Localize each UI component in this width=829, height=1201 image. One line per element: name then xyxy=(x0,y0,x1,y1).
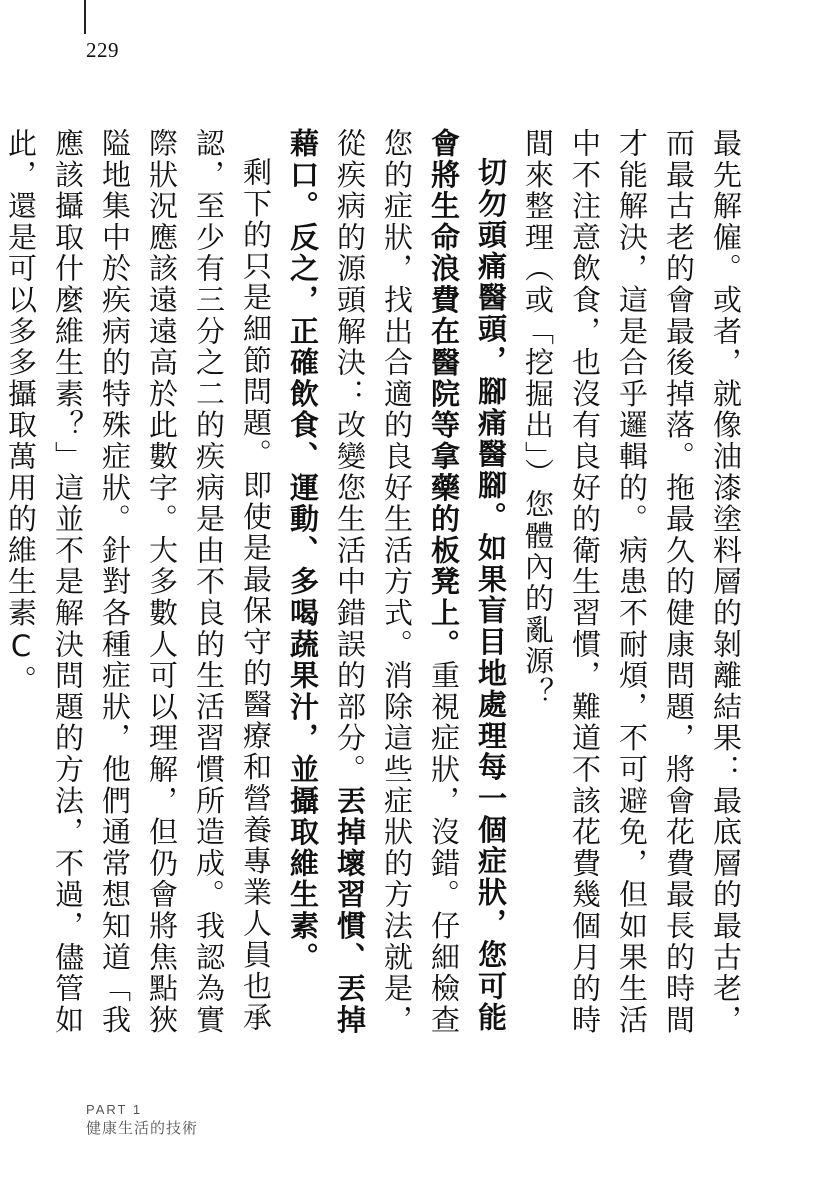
page-footer xyxy=(86,1102,198,1138)
paragraph-1-text: 最先解僱。或者，就像油漆塗料層的剝離結果：最底層的最古老，而最古老的會最後掉落。拖最久的健康問題，將會花費最長的時間才能解決，這是合乎邏輯的。病患不耐煩，不可避免，但如果生活中不注意飲食，也沒有良好的衛生習慣，難道不該花費幾個月的時間來整理（或「挖掘出」）您體內的亂源？ xyxy=(521,128,743,1036)
paragraph-2-bold-lead: 切勿頭痛醫頭，腳痛醫腳。如果盲目地處理每一個症狀，您可能會將生命浪費在醫院等拿藥的板凳上。 xyxy=(427,128,508,1034)
paragraph-1 xyxy=(514,128,749,1048)
body-text xyxy=(4,128,749,1048)
paragraph-2-text: 重視症狀，沒錯。仔細檢查您的症狀，找出合適的良好生活方式。消除這些症狀的方法就是，從疾病的源頭解決：改變您生活中錯誤的部分。 xyxy=(333,128,461,1036)
paragraph-2-bold-tail: 丟掉壞習慣、丟掉藉口。反之，正確飲食、運動、多喝蔬果汁，並攝取維生素。 xyxy=(286,128,367,1036)
page-edge-mark xyxy=(84,0,86,34)
footer-section-title: 健康生活的技術 xyxy=(86,1119,199,1137)
paragraph-3 xyxy=(0,128,279,1048)
paragraph-3-text: 剩下的只是細節問題。即使是最保守的醫療和營養專業人員也承認，至少有三分之二的疾病是由不良的生活習慣所造成。我認為實際狀況應該遠遠高於此數字。大多數人可以理解，但仍會將焦點狹隘地集中於疾病的特殊症狀。針對各種症狀，他們通常想知道「我應該攝取什麼維生素？」這並不是解決問題的方法，不過，儘管如此，還是可以多多攝取萬用的維生素C。 xyxy=(4,128,273,1036)
paragraph-2 xyxy=(279,128,514,1048)
footer-part-label: PART 1 xyxy=(86,1102,143,1117)
page-number: 229 xyxy=(86,38,119,62)
